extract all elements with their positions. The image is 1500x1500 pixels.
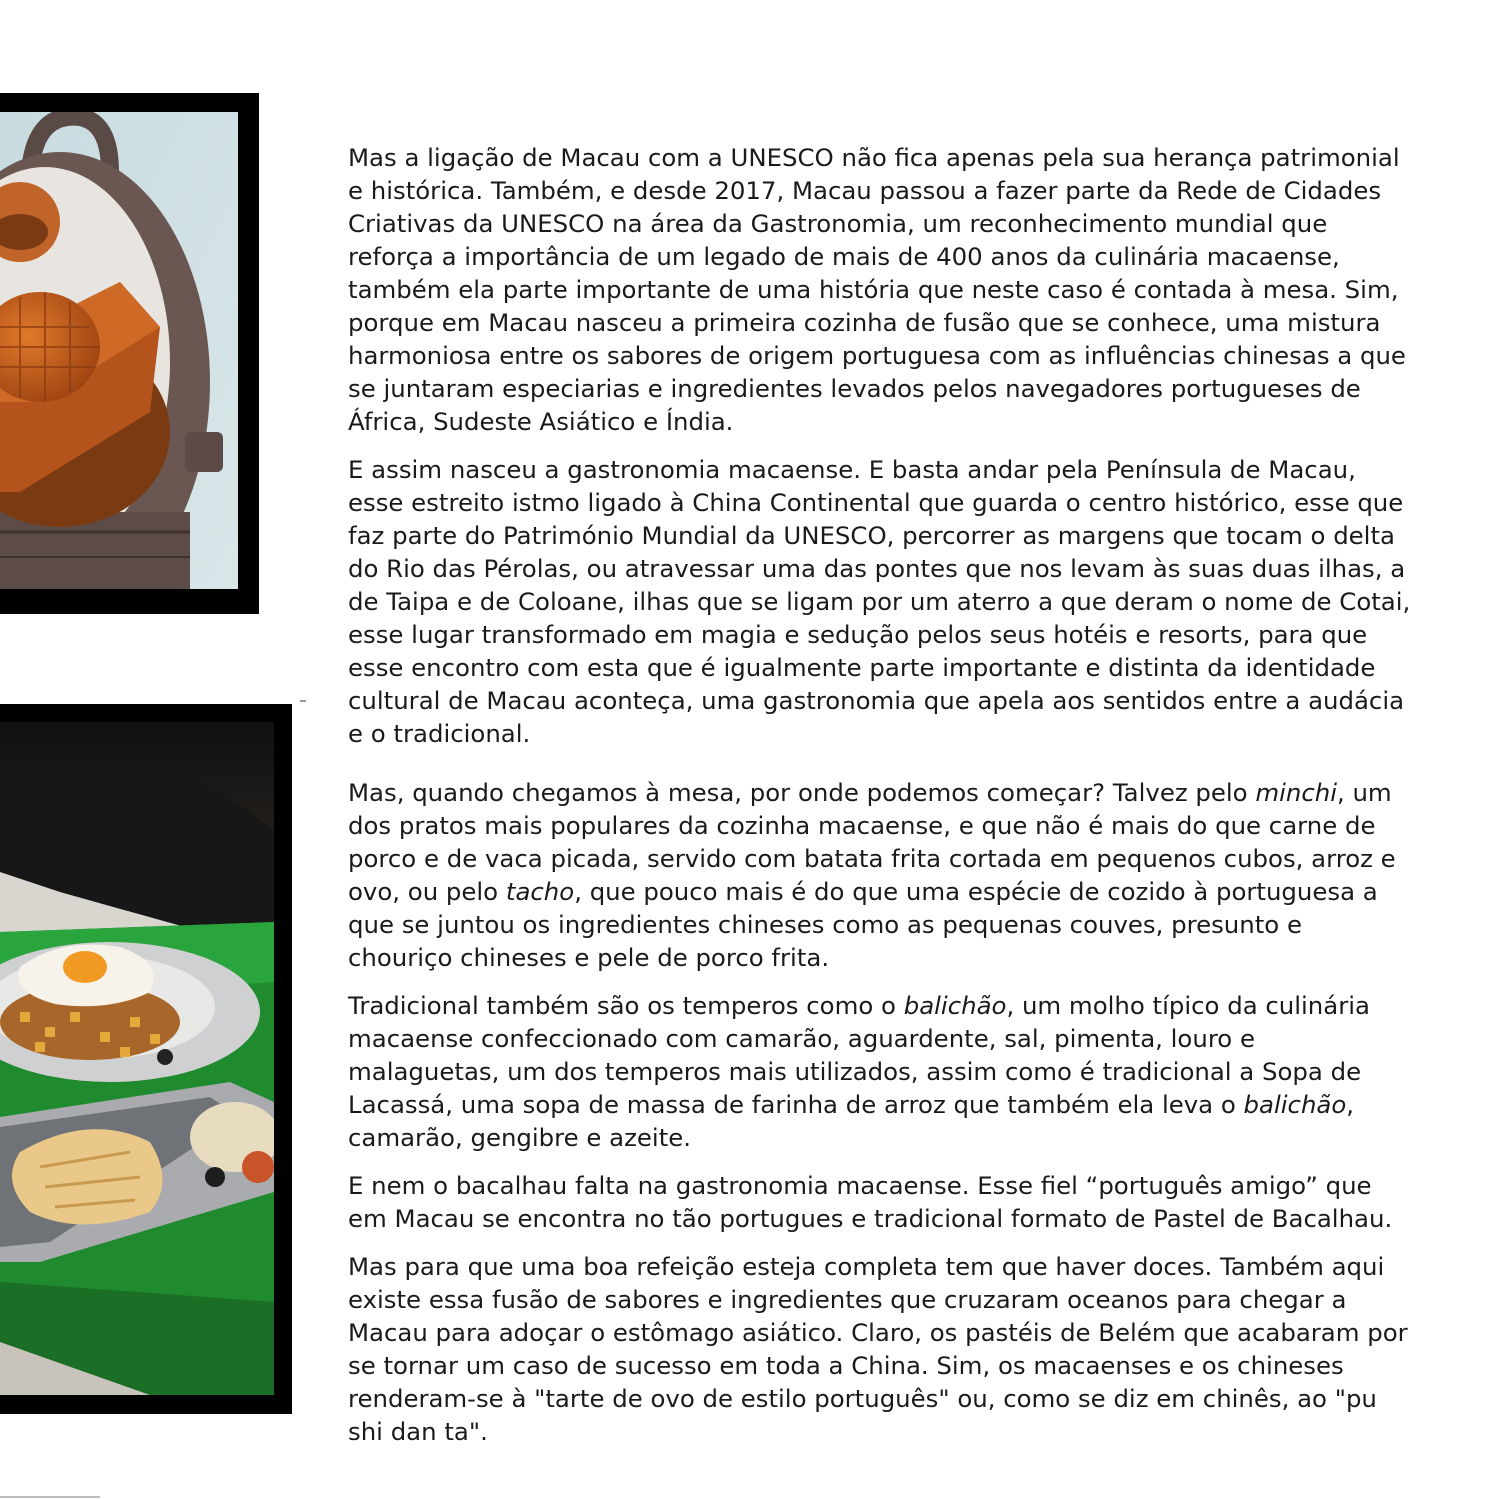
text-segment: , um dos pratos mais populares da cozinha macaense, e que não é mais do que carne de porco e de vaca picada, servido com batata frita cortada em pequenos cubos, arroz e ovo, ou pelo [348,778,1396,906]
text-segment: Mas, quando chegamos à mesa, por onde podemos começar? Talvez pelo [348,778,1256,807]
text-segment: , camarão, gengibre e azeite. [348,1090,1355,1152]
paragraph-macanese-gastronomy-origin: E assim nasceu a gastronomia macaense. E basta andar pela Península de Macau, esse estreito istmo ligado à China Continental que guarda o centro histórico, esse que faz parte do Património Mundial da UNESCO, percorrer as margens que tocam o delta do Rio das Pérolas, ou atravessar uma das pontes que nos levam às suas duas ilhas, a de Taipa e de Coloane, ilhas que se ligam por um aterro a que deram o nome de Cotai, esse lugar transformado em magia e sedução pelos seus hotéis e resorts, para que esse encontro com esta que é igualmente parte importante e distinta da identidade cultural de Macau aconteça, uma gastronomia que apela aos sentidos entre a audácia e o tradicional. [348,455,1411,748]
text-segment: , um molho típico da culinária macaense confeccionado com camarão, aguardente, sal, pimenta, louro e malaguetas, um dos temperos mais utilizados, assim como é tradicional a Sopa de Lacassá, uma sopa de massa de farinha de arroz que também ela leva o [348,991,1370,1119]
article-body [348,141,1413,1466]
paragraph-minchi-tacho [348,776,1413,974]
sauce-name-balichao: balichão [1243,1090,1347,1119]
decorative-speck [300,700,306,702]
paragraph-bacalhau: E nem o bacalhau falta na gastronomia macaense. Esse fiel “português amigo” que em Macau se encontra no tão portugues e tradicional formato de Pastel de Bacalhau. [348,1171,1393,1233]
paragraph-unesco-heritage: Mas a ligação de Macau com a UNESCO não fica apenas pela sua herança patrimonial e histórica. Também, e desde 2017, Macau passou a fazer parte da Rede de Cidades Criativas da UNESCO na área da Gastronomia, um reconhecimento mundial que reforça a importância de um legado de mais de 400 anos da culinária macaense, também ela parte importante de uma história que neste caso é contada à mesa. Sim, porque em Macau nasceu a primeira cozinha de fusão que se conhece, uma mistura harmoniosa entre os sabores de origem portuguesa com as influências chinesas a que se juntaram especiarias e ingredientes levados pelos navegadores portugueses de África, Sudeste Asiático e Índia. [348,143,1406,436]
minchi-plate-illustration [0,722,274,1395]
page-edge-rule [0,1496,100,1498]
text-segment: , que pouco mais é do que uma espécie de cozido à portuguesa a que se juntou os ingredientes chineses como as pequenas couves, presunto e chouriço chineses e pele de porco frita. [348,877,1378,972]
paragraph-balichao [348,989,1413,1154]
clay-pot-dish-illustration [0,112,238,589]
photo-clay-pot-dish [0,112,238,589]
dish-name-tacho: tacho [505,877,575,906]
paragraph-desserts: Mas para que uma boa refeição esteja completa tem que haver doces. Também aqui existe essa fusão de sabores e ingredientes que cruzaram oceanos para chegar a Macau para adoçar o estômago asiático. Claro, os pastéis de Belém que acabaram por se tornar um caso de sucesso em toda a China. Sim, os macaenses e os chineses renderam-se à "tarte de ovo de estilo português" ou, como se diz em chinês, ao "pu shi dan ta". [348,1252,1408,1446]
photo-frame-top [0,93,259,614]
text-segment: Tradicional também são os temperos como o [348,991,904,1020]
sauce-name-balichao: balichão [903,991,1007,1020]
photo-frame-bottom [0,704,292,1414]
photo-minchi-plate [0,722,274,1395]
dish-name-minchi: minchi [1255,778,1337,807]
